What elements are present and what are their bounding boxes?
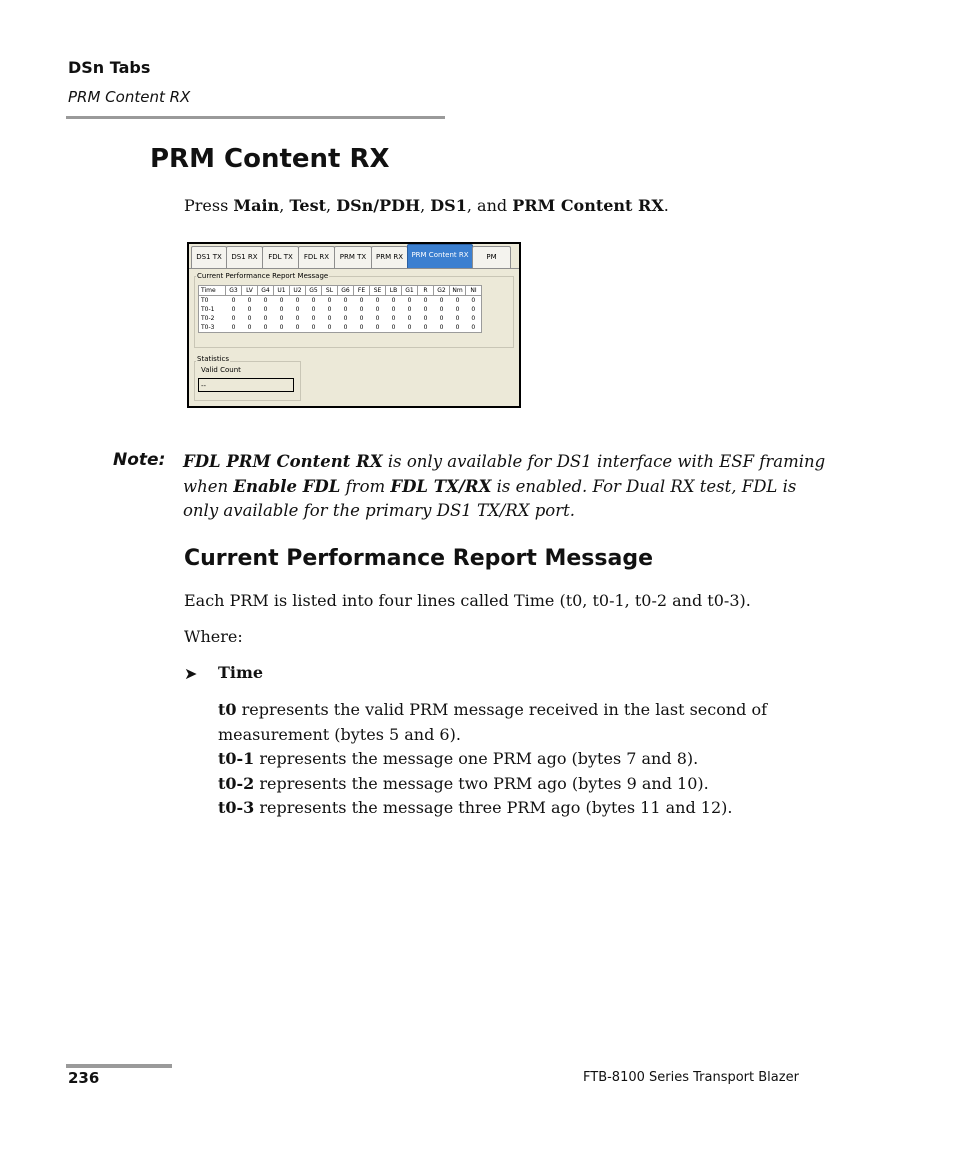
instruction-text bbox=[184, 196, 669, 215]
column-header[interactable]: LB bbox=[386, 286, 402, 296]
note-text: is enabled. For Dual RX test, FDL is only available for the primary DS1 TX/RX port. bbox=[183, 476, 797, 520]
tab-prm-tx[interactable]: PRM TX bbox=[334, 246, 372, 268]
column-header[interactable]: FE bbox=[354, 286, 370, 296]
table-cell: 0 bbox=[439, 297, 444, 304]
table-header-row bbox=[199, 286, 482, 296]
subsection-title: Current Performance Report Message bbox=[184, 546, 654, 571]
column-header[interactable]: SE bbox=[370, 286, 386, 296]
column-header[interactable]: G6 bbox=[338, 286, 354, 296]
table-cell: 0 bbox=[370, 323, 386, 333]
instr-ds1: DS1 bbox=[430, 196, 467, 215]
definition-item bbox=[218, 747, 818, 772]
table-cell: 0 bbox=[375, 315, 380, 322]
table-cell: 0 bbox=[466, 305, 482, 314]
tab-ds1-rx[interactable]: DS1 RX bbox=[226, 246, 263, 268]
column-header[interactable]: G2 bbox=[434, 286, 450, 296]
table-cell: 0 bbox=[290, 323, 306, 333]
table-cell: 0 bbox=[295, 306, 300, 313]
table-cell: 0 bbox=[274, 323, 290, 333]
table-cell: 0 bbox=[279, 315, 284, 322]
table-cell: 0 bbox=[418, 323, 434, 333]
tab-fdl-rx[interactable]: FDL RX bbox=[298, 246, 335, 268]
table-cell: 0 bbox=[247, 297, 252, 304]
instr-prefix: Press bbox=[184, 196, 234, 215]
row-label: T0-1 bbox=[199, 305, 226, 314]
table-cell: 0 bbox=[423, 297, 428, 304]
table-cell: 0 bbox=[439, 306, 444, 313]
table-cell: 0 bbox=[455, 297, 460, 304]
table-cell: 0 bbox=[402, 323, 418, 333]
header-rule bbox=[66, 116, 445, 119]
subsection-header: PRM Content RX bbox=[68, 88, 191, 106]
definition-text: represents the valid PRM message received in the last second of measurement (bytes 5 and 6). bbox=[218, 700, 768, 744]
table-cell: 0 bbox=[306, 323, 322, 333]
bullet-label: Time bbox=[218, 663, 264, 682]
table-cell: 0 bbox=[247, 306, 252, 313]
tab-prm-rx[interactable]: PRM RX bbox=[371, 246, 408, 268]
instr-sep: , bbox=[326, 196, 337, 215]
table-cell: 0 bbox=[226, 323, 242, 333]
row-label: T0-3 bbox=[199, 323, 226, 333]
column-header[interactable]: NI bbox=[466, 286, 482, 296]
tab-ds1-tx[interactable]: DS1 TX bbox=[191, 246, 227, 268]
instr-prm: PRM Content RX bbox=[512, 196, 664, 215]
definition-term: t0-1 bbox=[218, 749, 255, 769]
table-cell: 0 bbox=[327, 306, 332, 313]
note-body bbox=[183, 450, 833, 524]
table-cell: 0 bbox=[359, 315, 364, 322]
page-title: PRM Content RX bbox=[150, 144, 390, 174]
instr-sep: , and bbox=[466, 196, 513, 215]
table-cell: 0 bbox=[450, 323, 466, 333]
column-header[interactable]: U1 bbox=[274, 286, 290, 296]
tab-pm[interactable]: PM bbox=[472, 246, 511, 268]
table-cell: 0 bbox=[466, 296, 482, 306]
table-cell: 0 bbox=[242, 323, 258, 333]
table-cell: 0 bbox=[343, 306, 348, 313]
row-label: T0-2 bbox=[199, 314, 226, 323]
table-cell: 0 bbox=[311, 306, 316, 313]
table-cell: 0 bbox=[455, 315, 460, 322]
table-cell: 0 bbox=[407, 315, 412, 322]
note-bold: FDL PRM Content RX bbox=[183, 452, 383, 471]
tab-fdl-tx[interactable]: FDL TX bbox=[262, 246, 299, 268]
note-label: Note: bbox=[113, 450, 166, 470]
table-cell: 0 bbox=[263, 297, 268, 304]
paragraph: Each PRM is listed into four lines called Time (t0, t0-1, t0-2 and t0-3). bbox=[184, 591, 751, 610]
table-cell: 0 bbox=[391, 297, 396, 304]
table-cell: 0 bbox=[391, 315, 396, 322]
statistics-group-label: Statistics bbox=[197, 355, 229, 363]
tab-baseline bbox=[189, 268, 519, 269]
table-cell: 0 bbox=[311, 315, 316, 322]
table-cell: 0 bbox=[375, 306, 380, 313]
perf-report-table bbox=[198, 285, 482, 333]
arrow-bullet-icon: ➤ bbox=[184, 664, 198, 683]
table-cell: 0 bbox=[231, 306, 236, 313]
table-cell: 0 bbox=[263, 306, 268, 313]
column-header[interactable]: G4 bbox=[258, 286, 274, 296]
table-cell: 0 bbox=[423, 315, 428, 322]
instr-test: Test bbox=[289, 196, 327, 215]
table-cell: 0 bbox=[258, 323, 274, 333]
column-header[interactable]: Nm bbox=[450, 286, 466, 296]
table-cell: 0 bbox=[386, 323, 402, 333]
table-row bbox=[199, 314, 482, 323]
table-cell: 0 bbox=[295, 315, 300, 322]
table-cell: 0 bbox=[466, 323, 482, 333]
table-cell: 0 bbox=[354, 323, 370, 333]
table-cell: 0 bbox=[343, 297, 348, 304]
column-header[interactable]: LV bbox=[242, 286, 258, 296]
page-number: 236 bbox=[68, 1069, 100, 1087]
table-row bbox=[199, 296, 482, 306]
prm-content-rx-screenshot bbox=[187, 242, 521, 408]
footer-rule bbox=[66, 1064, 172, 1068]
table-cell: 0 bbox=[375, 297, 380, 304]
valid-count-label: Valid Count bbox=[201, 366, 241, 374]
paragraph: Where: bbox=[184, 627, 243, 646]
table-cell: 0 bbox=[455, 306, 460, 313]
row-label: T0 bbox=[199, 296, 226, 306]
definition-item bbox=[218, 796, 818, 821]
table-cell: 0 bbox=[391, 306, 396, 313]
table-cell: 0 bbox=[263, 315, 268, 322]
table-cell: 0 bbox=[327, 297, 332, 304]
table-row bbox=[199, 323, 482, 333]
tab-prm-content-rx[interactable]: PRM Content RX bbox=[407, 244, 473, 268]
section-header: DSn Tabs bbox=[68, 58, 151, 77]
definitions-list bbox=[218, 698, 818, 821]
table-cell: 0 bbox=[359, 297, 364, 304]
table-cell: 0 bbox=[359, 306, 364, 313]
table-row bbox=[199, 305, 482, 314]
column-header[interactable]: SL bbox=[322, 286, 338, 296]
instr-sep: , bbox=[279, 196, 290, 215]
table-cell: 0 bbox=[407, 297, 412, 304]
column-header[interactable]: U2 bbox=[290, 286, 306, 296]
column-header[interactable]: Time bbox=[199, 286, 226, 296]
table-cell: 0 bbox=[338, 323, 354, 333]
definition-item bbox=[218, 772, 818, 797]
table-cell: 0 bbox=[279, 297, 284, 304]
table-cell: 0 bbox=[423, 306, 428, 313]
table-cell: 0 bbox=[439, 315, 444, 322]
table-cell: 0 bbox=[231, 315, 236, 322]
column-header[interactable]: G5 bbox=[306, 286, 322, 296]
definition-term: t0-2 bbox=[218, 773, 255, 793]
definition-text: represents the message two PRM ago (bytes 9 and 10). bbox=[254, 773, 709, 793]
definition-text: represents the message three PRM ago (bytes 11 and 12). bbox=[254, 798, 733, 818]
table-cell: 0 bbox=[327, 315, 332, 322]
table-cell: 0 bbox=[322, 323, 338, 333]
column-header[interactable]: G3 bbox=[226, 286, 242, 296]
table-cell: 0 bbox=[295, 297, 300, 304]
table-cell: 0 bbox=[407, 306, 412, 313]
valid-count-field[interactable]: -- bbox=[198, 378, 294, 392]
table-cell: 0 bbox=[279, 306, 284, 313]
table-cell: 0 bbox=[311, 297, 316, 304]
definition-term: t0-3 bbox=[218, 798, 255, 818]
definition-item bbox=[218, 698, 818, 747]
note-text: from bbox=[340, 476, 391, 496]
table-cell: 0 bbox=[231, 297, 236, 304]
table-cell: 0 bbox=[466, 314, 482, 323]
instr-sep: , bbox=[420, 196, 431, 215]
column-header[interactable]: G1 bbox=[402, 286, 418, 296]
note-bold: FDL TX/RX bbox=[390, 476, 492, 496]
table-cell: 0 bbox=[343, 315, 348, 322]
note-bold: Enable FDL bbox=[233, 476, 341, 496]
instr-main: Main bbox=[233, 196, 280, 215]
definition-term: t0 bbox=[218, 700, 237, 719]
footer-doc-title: FTB-8100 Series Transport Blazer bbox=[583, 1070, 799, 1085]
table-cell: 0 bbox=[434, 323, 450, 333]
column-header[interactable]: R bbox=[418, 286, 434, 296]
definition-text: represents the message one PRM ago (bytes 7 and 8). bbox=[254, 749, 699, 769]
note-text: is only available for DS1 interface with ESF framing when bbox=[183, 452, 826, 496]
instr-end: . bbox=[663, 196, 669, 215]
table-cell: 0 bbox=[247, 315, 252, 322]
perf-report-group-label: Current Performance Report Message bbox=[197, 272, 329, 280]
instr-dsn: DSn/PDH bbox=[336, 196, 421, 215]
